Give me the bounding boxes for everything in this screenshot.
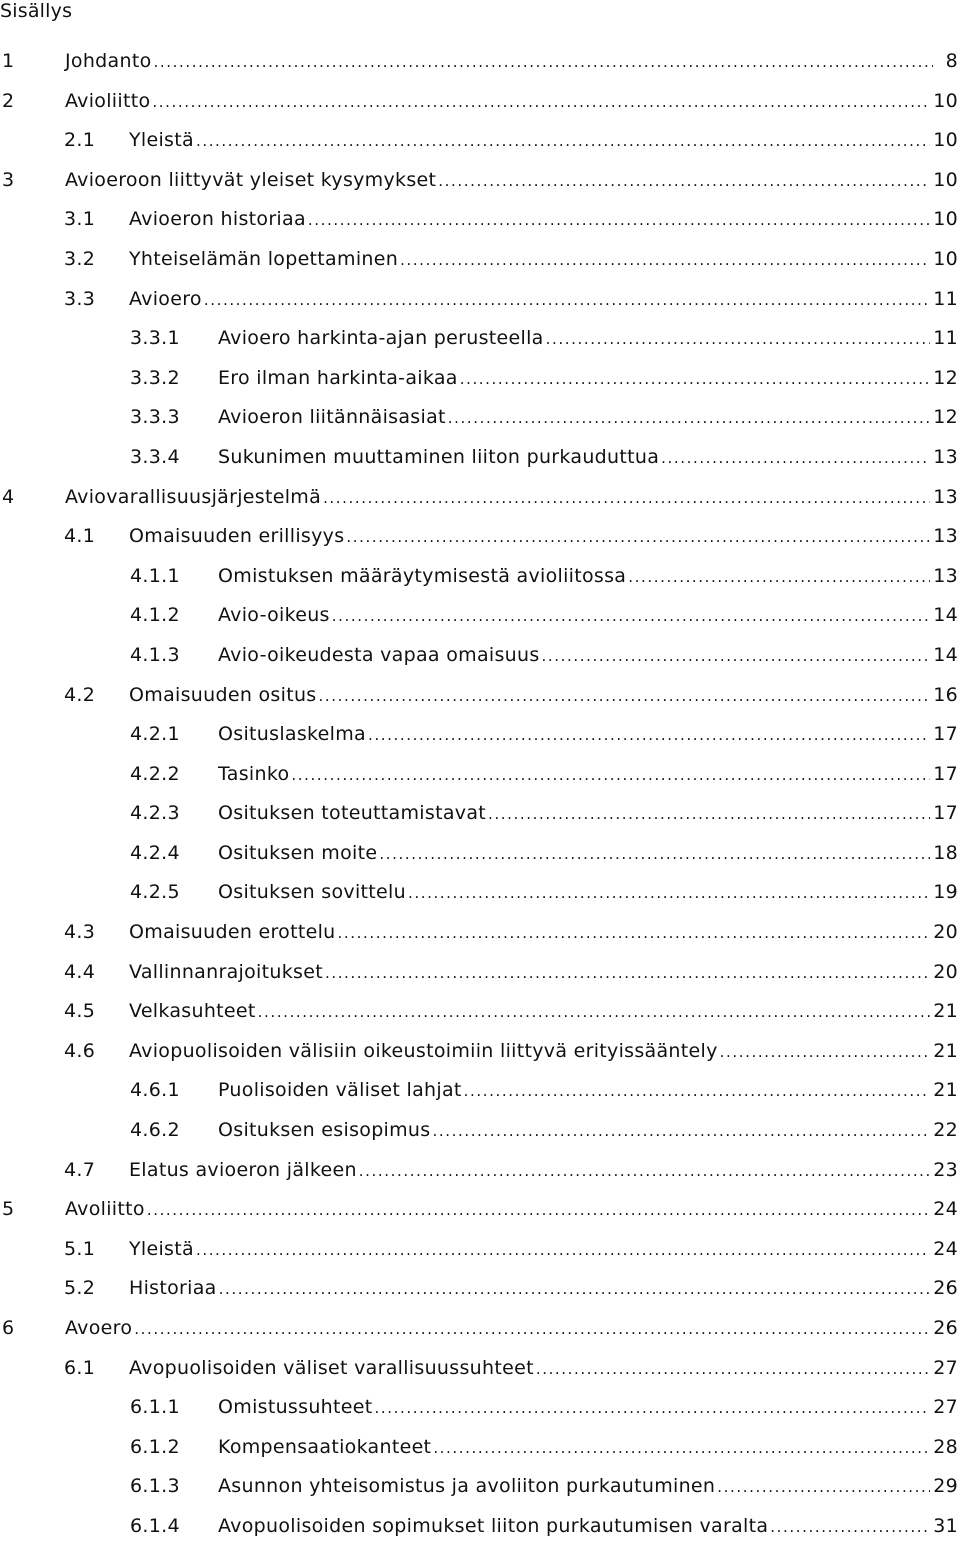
toc-entry[interactable] bbox=[0, 1151, 960, 1191]
toc-entry-title: Avio-oikeus bbox=[218, 604, 330, 627]
toc-entry[interactable] bbox=[0, 755, 960, 795]
toc-entry-number: 2.1 bbox=[64, 129, 96, 152]
toc-entry-page-number: 17 bbox=[933, 762, 958, 785]
toc-entry-number: 4 bbox=[2, 485, 15, 508]
toc-entry-number: 6.1.4 bbox=[130, 1514, 180, 1537]
dot-leader bbox=[770, 1508, 930, 1548]
dot-leader bbox=[432, 1112, 930, 1152]
toc-entry[interactable] bbox=[0, 280, 960, 320]
dot-leader bbox=[460, 360, 931, 400]
toc-entry-number: 4.1 bbox=[64, 525, 96, 548]
dot-leader bbox=[661, 439, 930, 479]
toc-entry-title: Osituksen sovittelu bbox=[218, 881, 406, 904]
toc-entry-title: Avopuolisoiden sopimukset liiton purkautumisen varalta bbox=[218, 1514, 769, 1537]
toc-entry-number: 6.1.2 bbox=[130, 1435, 180, 1458]
toc-entry-page-number: 16 bbox=[933, 683, 958, 706]
toc-entry-number: 5.2 bbox=[64, 1277, 96, 1300]
toc-entry-page-number: 14 bbox=[933, 604, 958, 627]
toc-entry-title: Ero ilman harkinta-aikaa bbox=[218, 366, 458, 389]
toc-entry-number: 4.7 bbox=[64, 1158, 96, 1181]
toc-entry-title: Asunnon yhteisomistus ja avoliiton purkautuminen bbox=[218, 1475, 716, 1498]
toc-entry[interactable] bbox=[0, 359, 960, 399]
toc-entry-number: 6.1.1 bbox=[130, 1396, 180, 1419]
toc-entry-title: Yhteiselämän lopettaminen bbox=[129, 247, 399, 270]
dot-leader bbox=[375, 1389, 931, 1429]
toc-entry-number: 3.2 bbox=[64, 247, 96, 270]
toc-entry-page-number: 27 bbox=[933, 1396, 958, 1419]
toc-entry-number: 4.1.3 bbox=[130, 643, 180, 666]
toc-entry[interactable] bbox=[0, 676, 960, 716]
toc-entry-page-number: 21 bbox=[933, 1039, 958, 1062]
dot-leader bbox=[196, 122, 930, 162]
toc-entry-number: 6.1 bbox=[64, 1356, 96, 1379]
toc-entry[interactable] bbox=[0, 240, 960, 280]
toc-entry-title: Avioeron historiaa bbox=[129, 208, 306, 231]
toc-entry[interactable] bbox=[0, 557, 960, 597]
toc-entry[interactable] bbox=[0, 1467, 960, 1507]
toc-entry-page-number: 19 bbox=[933, 881, 958, 904]
toc-entry-page-number: 23 bbox=[933, 1158, 958, 1181]
toc-entry[interactable] bbox=[0, 319, 960, 359]
toc-entry[interactable] bbox=[0, 636, 960, 676]
toc-entry-page-number: 13 bbox=[933, 525, 958, 548]
toc-entry-page-number: 26 bbox=[933, 1277, 958, 1300]
toc-entry-title: Omaisuuden erottelu bbox=[129, 921, 336, 944]
toc-entry-title: Velkasuhteet bbox=[129, 1000, 256, 1023]
toc-entry-number: 3.3.4 bbox=[130, 445, 180, 468]
toc-entry[interactable] bbox=[0, 121, 960, 161]
table-of-contents bbox=[0, 42, 960, 1547]
dot-leader bbox=[346, 518, 930, 558]
toc-entry-title: Avioeron liitännäisasiat bbox=[218, 406, 446, 429]
dot-leader bbox=[464, 1072, 931, 1112]
toc-entry[interactable] bbox=[0, 794, 960, 834]
toc-entry[interactable] bbox=[0, 1428, 960, 1468]
toc-entry-title: Avoliitto bbox=[65, 1198, 145, 1221]
toc-entry-title: Osituksen moite bbox=[218, 841, 378, 864]
toc-entry-title: Aviopuolisoiden välisiin oikeustoimiin liittyvä erityissääntely bbox=[129, 1039, 718, 1062]
toc-entry[interactable] bbox=[0, 478, 960, 518]
toc-entry-title: Omistussuhteet bbox=[218, 1396, 373, 1419]
dot-leader bbox=[325, 954, 930, 994]
toc-entry[interactable] bbox=[0, 834, 960, 874]
toc-entry-title: Yleistä bbox=[129, 1237, 194, 1260]
dot-leader bbox=[448, 399, 930, 439]
dot-leader bbox=[291, 756, 930, 796]
toc-entry-number: 3 bbox=[2, 168, 15, 191]
toc-entry-title: Osituksen esisopimus bbox=[218, 1119, 431, 1142]
toc-entry-title: Aviovarallisuusjärjestelmä bbox=[65, 485, 322, 508]
toc-entry-page-number: 28 bbox=[933, 1435, 958, 1458]
toc-entry[interactable] bbox=[0, 1230, 960, 1270]
dot-leader bbox=[438, 162, 930, 202]
toc-entry-title: Omaisuuden ositus bbox=[129, 683, 317, 706]
dot-leader bbox=[196, 1231, 930, 1271]
toc-entry[interactable] bbox=[0, 161, 960, 201]
toc-entry-page-number: 10 bbox=[933, 89, 958, 112]
toc-entry-title: Avioliitto bbox=[65, 89, 151, 112]
toc-entry-page-number: 10 bbox=[933, 168, 958, 191]
toc-entry-title: Osituksen toteuttamistavat bbox=[218, 802, 487, 825]
toc-entry-title: Avioero harkinta-ajan perusteella bbox=[218, 327, 544, 350]
toc-entry[interactable] bbox=[0, 596, 960, 636]
toc-entry-number: 4.2 bbox=[64, 683, 96, 706]
toc-entry-page-number: 29 bbox=[933, 1475, 958, 1498]
dot-leader bbox=[379, 835, 930, 875]
toc-entry-title: Yleistä bbox=[129, 129, 194, 152]
toc-entry-title: Omistuksen määräytymisestä avioliitossa bbox=[218, 564, 627, 587]
toc-entry-title: Historiaa bbox=[129, 1277, 217, 1300]
toc-entry-page-number: 21 bbox=[933, 1079, 958, 1102]
toc-entry-number: 5.1 bbox=[64, 1237, 96, 1260]
dot-leader bbox=[488, 795, 930, 835]
toc-entry-title: Avioeroon liittyvät yleiset kysymykset bbox=[65, 168, 437, 191]
toc-entry-title: Sukunimen muuttaminen liiton purkauduttua bbox=[218, 445, 660, 468]
dot-leader bbox=[359, 1152, 930, 1192]
toc-entry-number: 3.3.3 bbox=[130, 406, 180, 429]
page-title: Sisällys bbox=[0, 0, 73, 22]
dot-leader bbox=[308, 201, 930, 241]
toc-entry-number: 4.6 bbox=[64, 1039, 96, 1062]
toc-entry-page-number: 13 bbox=[933, 445, 958, 468]
toc-entry-title: Kompensaatiokanteet bbox=[218, 1435, 432, 1458]
toc-entry[interactable] bbox=[0, 1190, 960, 1230]
dot-leader bbox=[332, 597, 930, 637]
toc-entry-number: 4.2.2 bbox=[130, 762, 180, 785]
toc-entry-number: 1 bbox=[2, 50, 15, 72]
toc-entry-number: 4.2.5 bbox=[130, 881, 180, 904]
dot-leader bbox=[717, 1468, 930, 1508]
toc-entry-page-number: 12 bbox=[933, 366, 958, 389]
toc-entry[interactable] bbox=[0, 913, 960, 953]
toc-entry[interactable] bbox=[0, 1111, 960, 1151]
toc-entry-number: 4.2.1 bbox=[130, 723, 180, 746]
toc-entry[interactable] bbox=[0, 1269, 960, 1309]
toc-entry-page-number: 11 bbox=[933, 287, 958, 310]
toc-entry-number: 3.3.1 bbox=[130, 327, 180, 350]
dot-leader bbox=[628, 558, 930, 598]
dot-leader bbox=[368, 716, 930, 756]
dot-leader bbox=[147, 1191, 930, 1231]
toc-entry[interactable] bbox=[0, 82, 960, 122]
toc-entry-page-number: 27 bbox=[933, 1356, 958, 1379]
toc-entry-number: 5 bbox=[2, 1198, 15, 1221]
toc-entry-number: 6 bbox=[2, 1317, 15, 1339]
dot-leader bbox=[204, 281, 930, 321]
toc-entry-page-number: 11 bbox=[933, 327, 958, 350]
toc-entry[interactable] bbox=[0, 1388, 960, 1428]
dot-leader bbox=[219, 1270, 931, 1310]
dot-leader bbox=[542, 637, 931, 677]
toc-entry-page-number: 12 bbox=[933, 406, 958, 429]
toc-entry-number: 4.6.2 bbox=[130, 1119, 180, 1142]
toc-entry-page-number: 24 bbox=[933, 1198, 958, 1221]
toc-entry[interactable] bbox=[0, 873, 960, 913]
dot-leader bbox=[154, 43, 934, 83]
toc-entry[interactable] bbox=[0, 438, 960, 478]
toc-entry[interactable] bbox=[0, 953, 960, 993]
toc-entry-title: Vallinnanrajoitukset bbox=[129, 960, 323, 983]
toc-entry-number: 4.6.1 bbox=[130, 1079, 180, 1102]
dot-leader bbox=[338, 914, 931, 954]
toc-entry-number: 4.4 bbox=[64, 960, 96, 983]
toc-entry-page-number: 24 bbox=[933, 1237, 958, 1260]
toc-entry-title: Elatus avioeron jälkeen bbox=[129, 1158, 357, 1181]
toc-entry-number: 4.3 bbox=[64, 921, 96, 944]
toc-entry[interactable] bbox=[0, 42, 960, 82]
dot-leader bbox=[400, 241, 930, 281]
toc-entry-title: Puolisoiden väliset lahjat bbox=[218, 1079, 462, 1102]
toc-entry[interactable] bbox=[0, 517, 960, 557]
dot-leader bbox=[408, 874, 930, 914]
toc-entry[interactable] bbox=[0, 1032, 960, 1072]
toc-entry[interactable] bbox=[0, 200, 960, 240]
toc-entry-title: Avioero bbox=[129, 287, 202, 310]
toc-entry-page-number: 20 bbox=[933, 921, 958, 944]
toc-entry[interactable] bbox=[0, 1349, 960, 1389]
toc-entry-page-number: 18 bbox=[933, 841, 958, 864]
toc-entry[interactable] bbox=[0, 398, 960, 438]
toc-entry-number: 3.1 bbox=[64, 208, 96, 231]
dot-leader bbox=[433, 1429, 930, 1469]
toc-entry-page-number: 31 bbox=[933, 1514, 958, 1537]
toc-entry-number: 4.1.1 bbox=[130, 564, 180, 587]
toc-entry-page-number: 8 bbox=[945, 50, 958, 72]
toc-entry-page-number: 13 bbox=[933, 485, 958, 508]
toc-entry[interactable] bbox=[0, 1309, 960, 1349]
dot-leader bbox=[720, 1033, 931, 1073]
toc-entry[interactable] bbox=[0, 715, 960, 755]
dot-leader bbox=[152, 83, 930, 123]
toc-entry[interactable] bbox=[0, 1507, 960, 1547]
toc-entry-title: Osituslaskelma bbox=[218, 723, 366, 746]
toc-entry-page-number: 13 bbox=[933, 564, 958, 587]
toc-entry-page-number: 10 bbox=[933, 129, 958, 152]
toc-entry-number: 3.3.2 bbox=[130, 366, 180, 389]
toc-entry[interactable] bbox=[0, 992, 960, 1032]
toc-entry-title: Avopuolisoiden väliset varallisuussuhteet bbox=[129, 1356, 534, 1379]
toc-entry-title: Omaisuuden erillisyys bbox=[129, 525, 345, 548]
toc-entry-number: 4.5 bbox=[64, 1000, 96, 1023]
toc-entry-page-number: 17 bbox=[933, 802, 958, 825]
toc-entry-number: 2 bbox=[2, 89, 15, 112]
toc-entry-number: 6.1.3 bbox=[130, 1475, 180, 1498]
toc-entry-page-number: 22 bbox=[933, 1119, 958, 1142]
toc-entry-page-number: 20 bbox=[933, 960, 958, 983]
toc-entry-number: 4.2.4 bbox=[130, 841, 180, 864]
toc-entry-page-number: 21 bbox=[933, 1000, 958, 1023]
dot-leader bbox=[134, 1310, 930, 1350]
dot-leader bbox=[323, 479, 930, 519]
toc-entry-page-number: 14 bbox=[933, 643, 958, 666]
toc-entry-number: 4.1.2 bbox=[130, 604, 180, 627]
toc-entry-number: 3.3 bbox=[64, 287, 96, 310]
toc-entry-page-number: 17 bbox=[933, 723, 958, 746]
toc-entry-title: Johdanto bbox=[65, 50, 152, 72]
toc-entry-page-number: 10 bbox=[933, 247, 958, 270]
toc-entry-page-number: 10 bbox=[933, 208, 958, 231]
toc-entry[interactable] bbox=[0, 1071, 960, 1111]
toc-entry-title: Avoero bbox=[65, 1317, 133, 1339]
toc-entry-page-number: 26 bbox=[933, 1317, 958, 1339]
dot-leader bbox=[258, 993, 931, 1033]
toc-entry-title: Tasinko bbox=[218, 762, 290, 785]
dot-leader bbox=[319, 677, 931, 717]
dot-leader bbox=[546, 320, 931, 360]
toc-entry-number: 4.2.3 bbox=[130, 802, 180, 825]
toc-entry-title: Avio-oikeudesta vapaa omaisuus bbox=[218, 643, 540, 666]
dot-leader bbox=[536, 1350, 930, 1390]
